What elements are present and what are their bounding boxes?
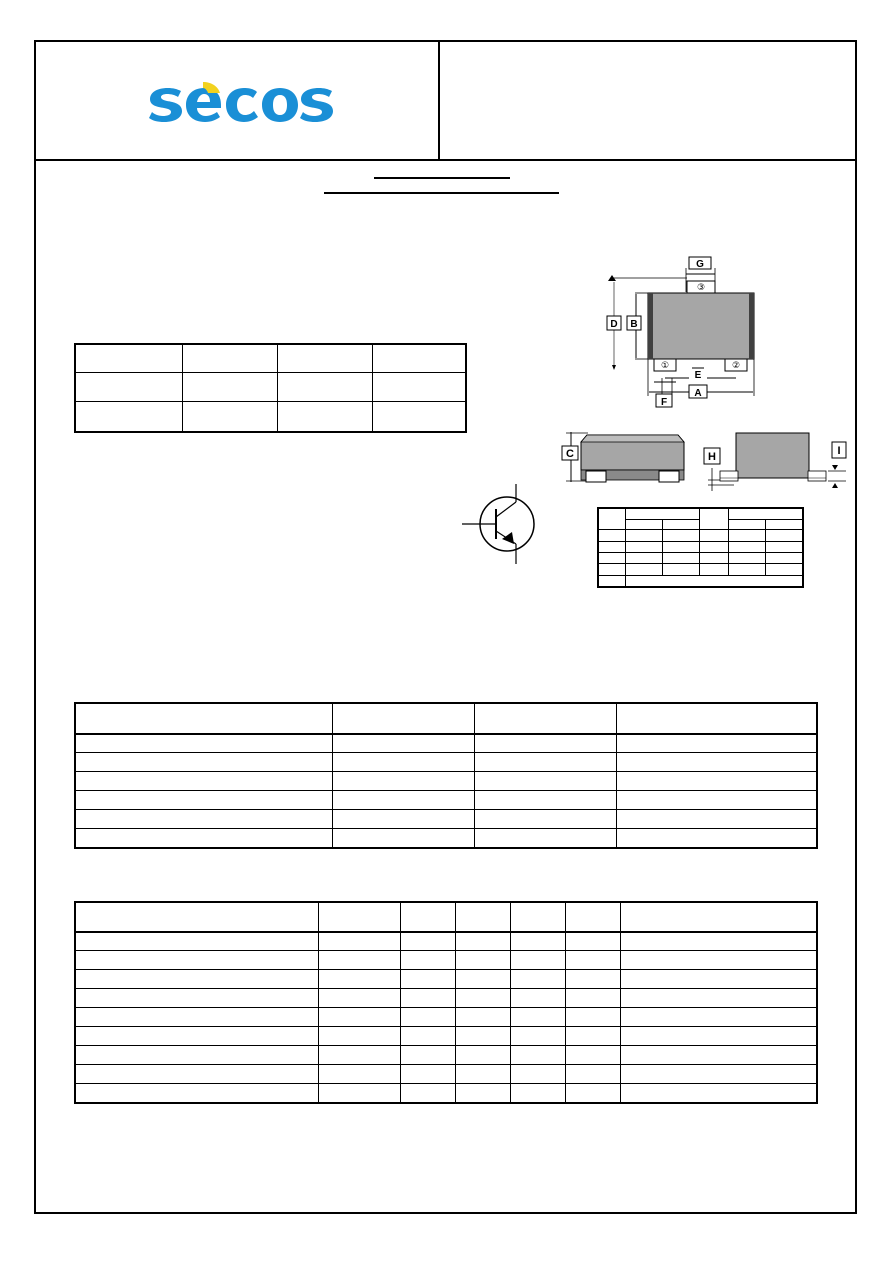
dim-label-e: E	[694, 370, 702, 381]
maximum-ratings-table	[75, 703, 817, 848]
dim-label-g: G	[696, 259, 704, 270]
pin-2-label: ②	[731, 361, 741, 371]
secos-logo	[148, 80, 334, 122]
package-top-view	[600, 254, 770, 410]
title-underline	[374, 177, 510, 179]
electrical-characteristics-table	[75, 902, 817, 1103]
dimension-table	[598, 508, 803, 587]
dim-label-h: H	[708, 451, 716, 463]
marking-table	[75, 344, 466, 432]
transistor-symbol	[460, 482, 540, 566]
dim-label-a: A	[694, 388, 702, 399]
dim-label-d: D	[610, 319, 618, 330]
dim-label-b: B	[630, 319, 638, 330]
dim-label-f: F	[660, 397, 668, 408]
dim-label-c: C	[566, 448, 574, 460]
header-divider	[34, 159, 857, 161]
subtitle-underline	[324, 192, 559, 194]
dim-label-i: I	[837, 445, 841, 457]
package-side-view	[558, 428, 848, 496]
pin-1-label: ①	[660, 361, 670, 371]
header-column-divider	[438, 40, 440, 160]
pin-3-label: ③	[696, 283, 706, 293]
